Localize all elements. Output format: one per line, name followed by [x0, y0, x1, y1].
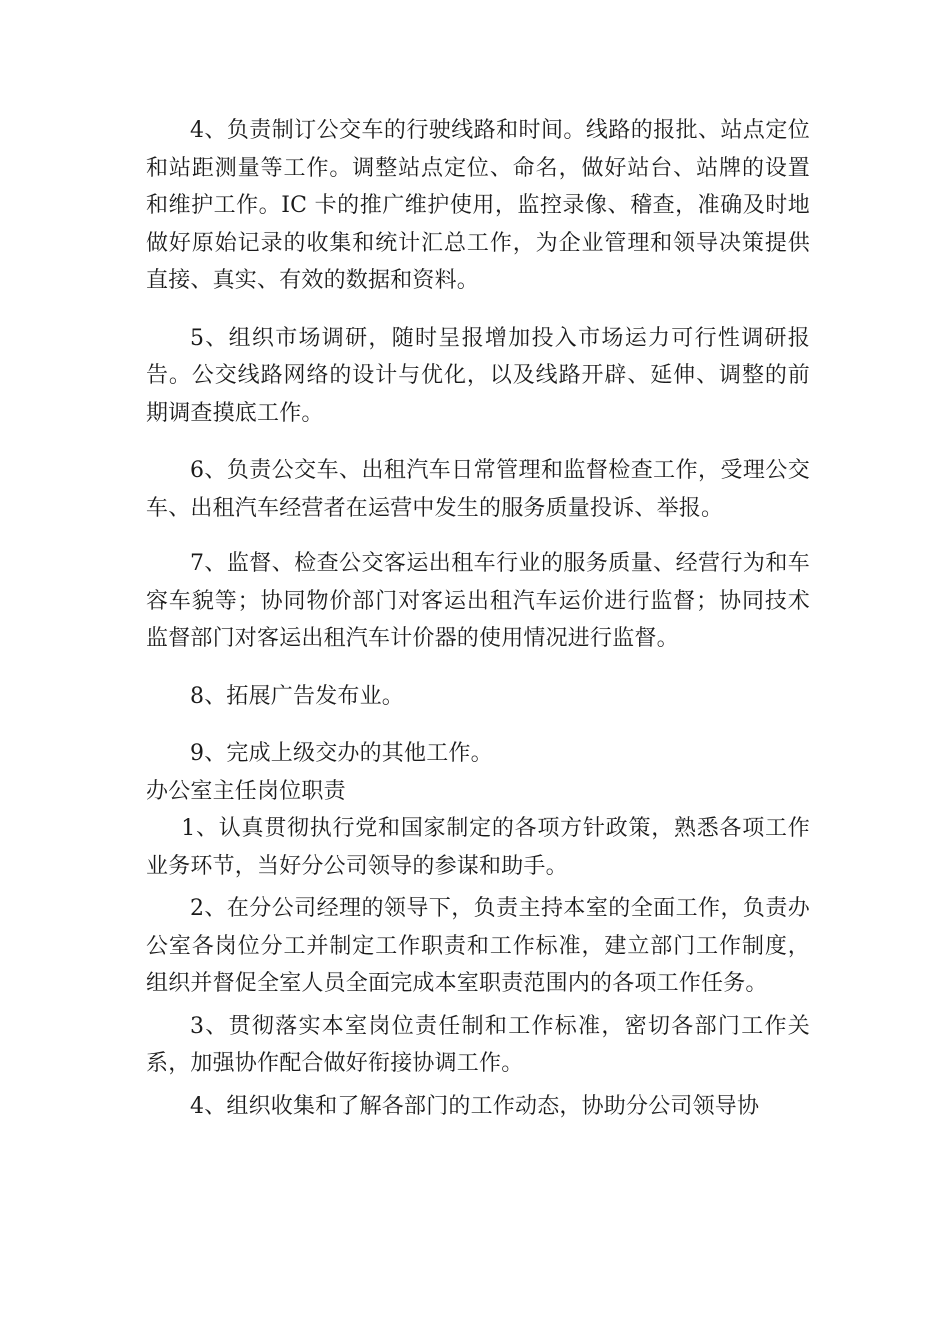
- duty-item-9: 9、完成上级交办的其他工作。: [190, 741, 493, 766]
- office-duty-item-3: 3、贯彻落实本室岗位责任制和工作标准，密切各部门工作关系，加强协作配合做好衔接协调工作。: [146, 1013, 810, 1076]
- duty-item-4: 4、负责制订公交车的行驶线路和时间。线路的报批、站点定位和站距测量等工作。调整站点定位、命名，做好站台、站牌的设置和维护工作。IC 卡的推广维护使用，监控录像、稽查，准确及时地做好原始记录的收集和统计汇总工作，为企业管理和领导决策提供直接、真实、有效的数据和资料。: [146, 118, 810, 293]
- duty-item-5: 5、组织市场调研，随时呈报增加投入市场运力可行性调研报告。公交线路网络的设计与优化，以及线路开辟、延伸、调整的前期调查摸底工作。: [146, 325, 810, 426]
- office-duty-item-2: 2、在分公司经理的领导下，负责主持本室的全面工作，负责办公室各岗位分工并制定工作职责和工作标准，建立部门工作制度，组织并督促全室人员全面完成本室职责范围内的各项工作任务。: [146, 896, 810, 996]
- office-duty-item-4: 4、组织收集和了解各部门的工作动态，协助分公司领导协: [190, 1093, 760, 1119]
- section-title: 办公室主任岗位职责: [146, 778, 346, 804]
- duty-item-7: 7、监督、检查公交客运出租车行业的服务质量、经营行为和车容车貌等；协同物价部门对客运出租汽车运价进行监督；协同技术监督部门对客运出租汽车计价器的使用情况进行监督。: [146, 551, 810, 651]
- duty-item-8: 8、拓展广告发布业。: [190, 683, 404, 709]
- document-page: [146, 112, 810, 1125]
- duty-item-6: 6、负责公交车、出租汽车日常管理和监督检查工作，受理公交车、出租汽车经营者在运营中发生的服务质量投诉、举报。: [146, 458, 810, 521]
- office-duty-item-1: 1、认真贯彻执行党和国家制定的各项方针政策，熟悉各项工作业务环节，当好分公司领导的参谋和助手。: [146, 816, 810, 879]
